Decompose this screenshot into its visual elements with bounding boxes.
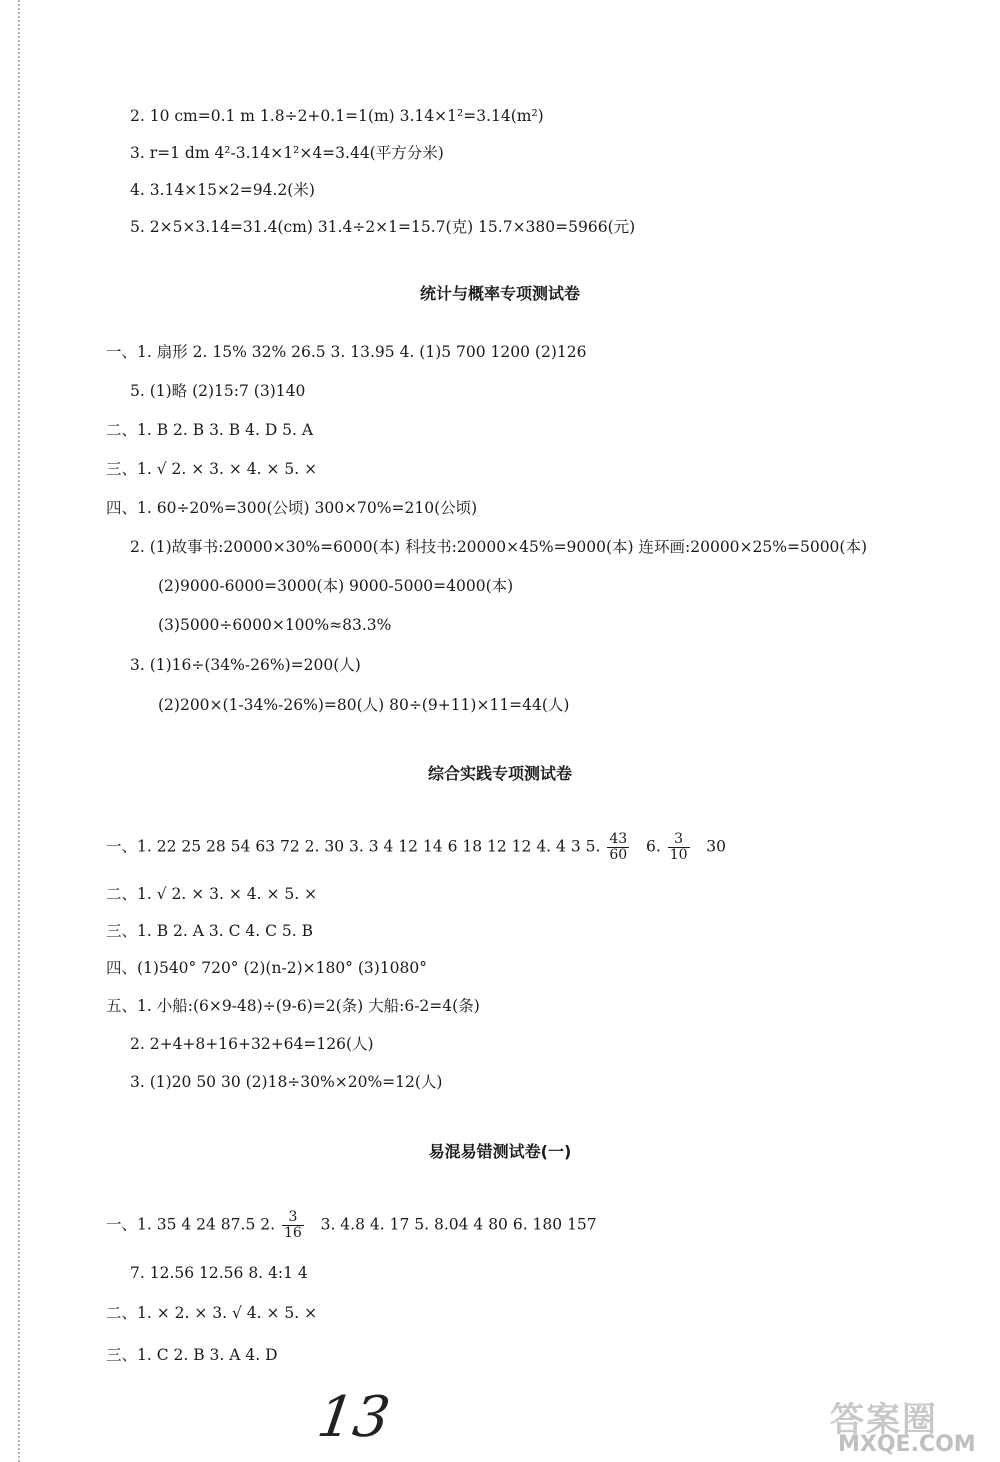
fraction: [668, 832, 690, 863]
answer-text: 一、1. 35 4 24 87.5 2.: [106, 1215, 276, 1234]
answer-line: 5. 2×5×3.14=31.4(cm) 31.4÷2×1=15.7(克) 15.7×380=5966(元): [130, 218, 636, 236]
binding-margin: [18, 0, 20, 1462]
answer-text: 一、1. 22 25 28 54 63 72 2. 30 3. 3 4 12 14 6 18 12 12 4. 4 3 5.: [106, 837, 601, 856]
answer-line: 三、1. B 2. A 3. C 4. C 5. B: [106, 922, 313, 940]
answer-line: 四、(1)540° 720° (2)(n-2)×180° (3)1080°: [106, 959, 428, 977]
watermark-url: MXQE.COM: [838, 1432, 976, 1457]
section-title: 易混易错测试卷(一): [428, 1142, 572, 1161]
fraction-denominator: 16: [283, 1225, 302, 1241]
fraction-numerator: 43: [609, 831, 628, 847]
answer-line: 三、1. √ 2. × 3. × 4. × 5. ×: [106, 460, 318, 478]
answer-text: 6.: [645, 837, 661, 856]
fraction-numerator: 3: [282, 1210, 304, 1226]
watermark-logo: [830, 1392, 990, 1462]
answer-line: (3)5000÷6000×100%≈83.3%: [158, 616, 392, 634]
answer-line: 二、1. √ 2. × 3. × 4. × 5. ×: [106, 885, 318, 903]
fraction-denominator: 60: [609, 847, 628, 863]
answer-line: 2. 2+4+8+16+32+64=126(人): [130, 1035, 374, 1053]
answer-text: 3. 4.8 4. 17 5. 8.04 4 80 6. 180 157: [320, 1215, 597, 1234]
handwritten-page-number: 13: [313, 1385, 394, 1450]
answer-line: (2)200×(1-34%-26%)=80(人) 80÷(9+11)×11=44(人): [158, 696, 570, 714]
answer-line: 一、1. 扇形 2. 15% 32% 26.5 3. 13.95 4. (1)5 700 1200 (2)126: [106, 343, 587, 361]
answer-line: 4. 3.14×15×2=94.2(米): [130, 181, 315, 199]
answer-line: 5. (1)略 (2)15:7 (3)140: [130, 382, 306, 400]
answer-line: 3. (1)20 50 30 (2)18÷30%×20%=12(人): [130, 1073, 443, 1091]
fraction-numerator: 3: [668, 832, 690, 848]
section-title: 综合实践专项测试卷: [427, 764, 572, 783]
answer-line: 四、1. 60÷20%=300(公顷) 300×70%=210(公顷): [106, 499, 478, 517]
answer-text: 30: [706, 837, 727, 856]
fraction: [282, 1210, 304, 1241]
watermark-text: 答案圈: [830, 1400, 938, 1440]
answer-line: 五、1. 小船:(6×9-48)÷(9-6)=2(条) 大船:6-2=4(条): [106, 997, 480, 1015]
answer-line: (2)9000-6000=3000(本) 9000-5000=4000(本): [158, 577, 514, 595]
answer-line-with-fractions: [106, 1210, 597, 1241]
answer-line: 3. (1)16÷(34%-26%)=200(人): [130, 656, 361, 674]
answer-line: 二、1. × 2. × 3. √ 4. × 5. ×: [106, 1304, 318, 1322]
fraction-denominator: 10: [669, 847, 688, 863]
answer-line-with-fractions: [106, 832, 726, 863]
answer-line: 3. r=1 dm 4²-3.14×1²×4=3.44(平方分米): [130, 144, 444, 162]
answer-line: 2. 10 cm=0.1 m 1.8÷2+0.1=1(m) 3.14×1²=3.14(m²): [130, 107, 544, 125]
answer-line: 7. 12.56 12.56 8. 4:1 4: [130, 1264, 308, 1282]
answer-line: 三、1. C 2. B 3. A 4. D: [106, 1346, 278, 1364]
answer-line: 二、1. B 2. B 3. B 4. D 5. A: [106, 421, 314, 439]
fraction: [607, 832, 629, 863]
answer-line: 2. (1)故事书:20000×30%=6000(本) 科技书:20000×45%=9000(本) 连环画:20000×25%=5000(本): [130, 538, 868, 556]
section-title: 统计与概率专项测试卷: [419, 284, 580, 303]
